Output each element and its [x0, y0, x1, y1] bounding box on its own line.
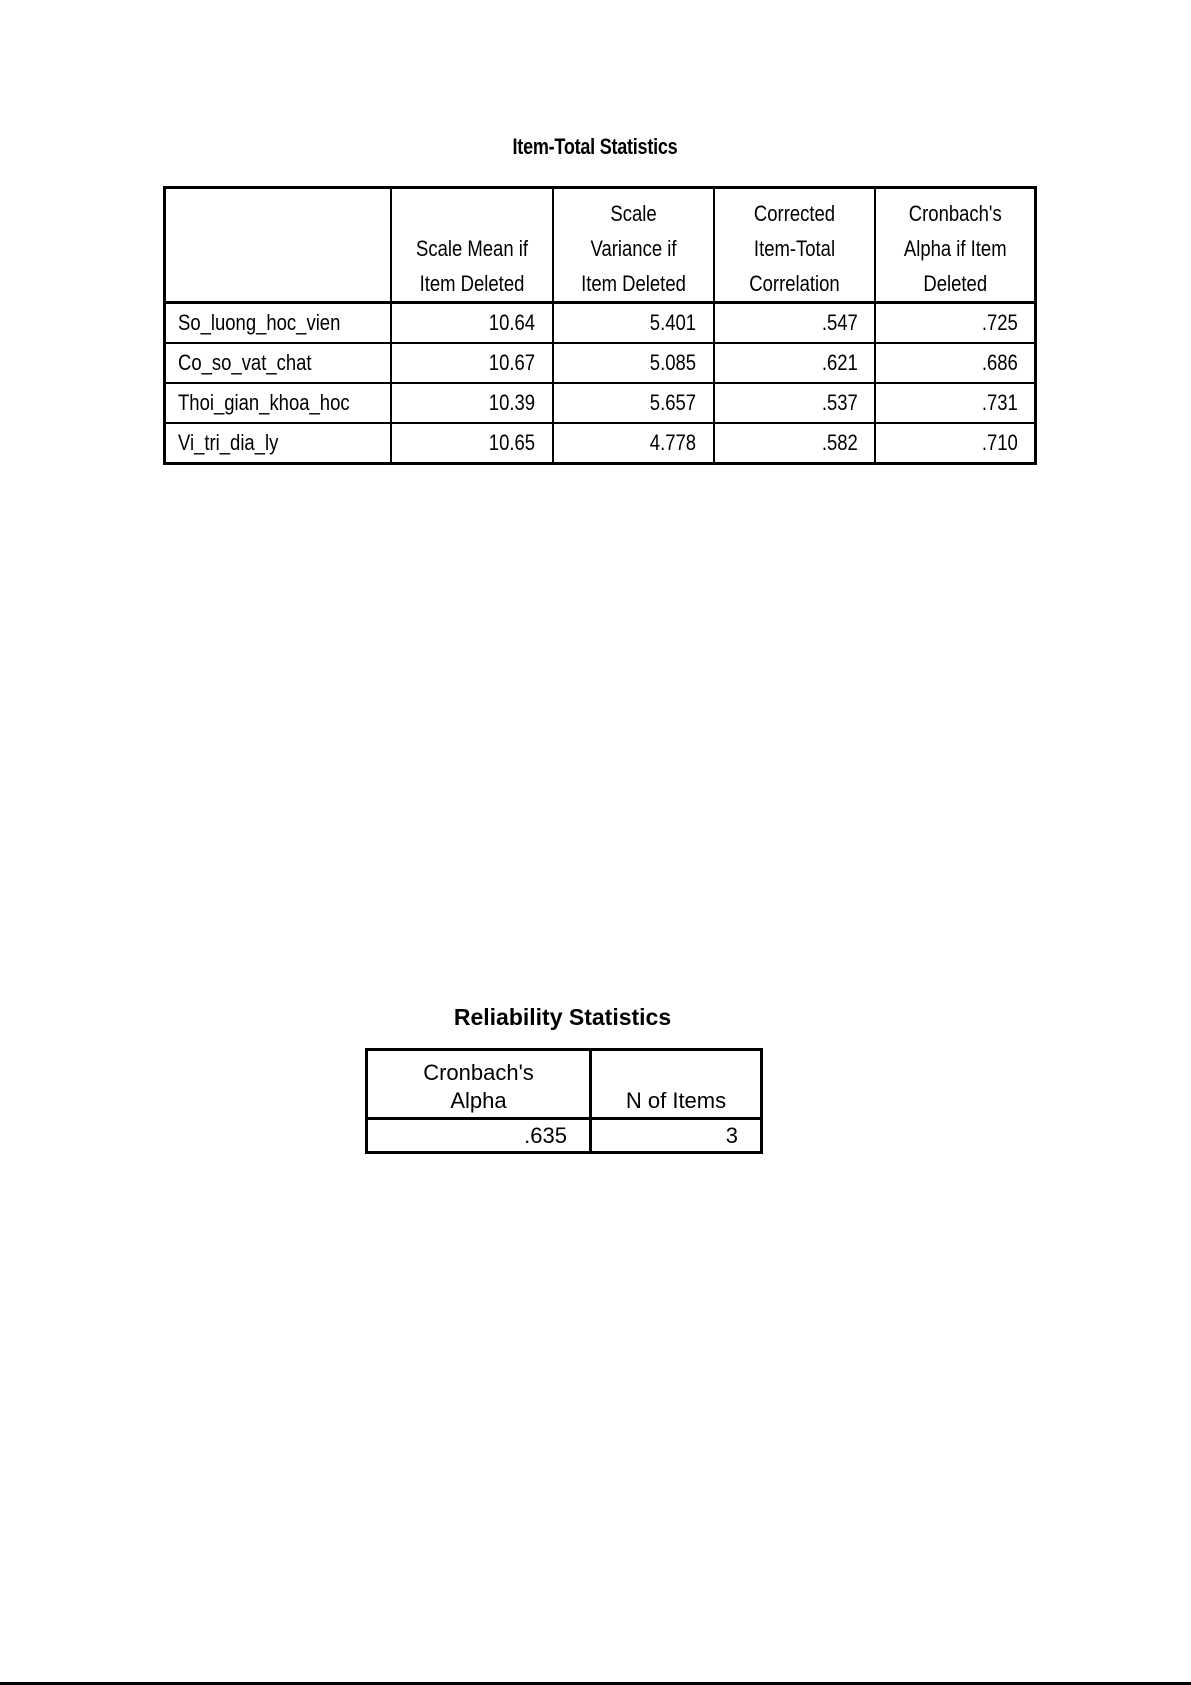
- cell-alpha: .731: [875, 383, 1036, 423]
- row-label: Thoi_gian_khoa_hoc: [165, 383, 391, 423]
- cell-alpha-value: .635: [367, 1119, 591, 1153]
- cell-mean: 10.65: [391, 423, 553, 464]
- table-row: [367, 1119, 762, 1153]
- cell-n-value: 3: [591, 1119, 762, 1153]
- row-label: Co_so_vat_chat: [165, 343, 391, 383]
- header-row: [165, 188, 1036, 303]
- table-row: [165, 303, 1036, 344]
- table-row: [165, 423, 1036, 464]
- cell-mean: 10.67: [391, 343, 553, 383]
- header-scale-mean: Scale Mean if Item Deleted: [391, 188, 553, 303]
- item-total-table: [163, 186, 1037, 465]
- reliability-table: [365, 1048, 763, 1154]
- header-cronbach-alpha: Cronbach's Alpha: [367, 1050, 591, 1119]
- cell-alpha: .725: [875, 303, 1036, 344]
- cell-mean: 10.64: [391, 303, 553, 344]
- cell-alpha: .710: [875, 423, 1036, 464]
- reliability-title: Reliability Statistics: [453, 1004, 672, 1030]
- header-corrected-correlation: Corrected Item-Total Correlation: [714, 188, 875, 303]
- cell-variance: 5.657: [553, 383, 714, 423]
- header-row: [367, 1050, 762, 1119]
- cell-mean: 10.39: [391, 383, 553, 423]
- cell-variance: 5.085: [553, 343, 714, 383]
- table-row: [165, 383, 1036, 423]
- header-scale-variance: Scale Variance if Item Deleted: [553, 188, 714, 303]
- row-label: So_luong_hoc_vien: [165, 303, 391, 344]
- item-total-title: Item-Total Statistics: [512, 134, 678, 159]
- cell-variance: 5.401: [553, 303, 714, 344]
- table-row: [165, 343, 1036, 383]
- cell-variance: 4.778: [553, 423, 714, 464]
- cell-correlation: .547: [714, 303, 875, 344]
- cell-correlation: .582: [714, 423, 875, 464]
- cell-alpha: .686: [875, 343, 1036, 383]
- row-label: Vi_tri_dia_ly: [165, 423, 391, 464]
- header-n-of-items: N of Items: [591, 1050, 762, 1119]
- header-alpha-if-deleted: Cronbach's Alpha if Item Deleted: [875, 188, 1036, 303]
- cell-correlation: .537: [714, 383, 875, 423]
- cell-correlation: .621: [714, 343, 875, 383]
- header-blank: [165, 188, 391, 303]
